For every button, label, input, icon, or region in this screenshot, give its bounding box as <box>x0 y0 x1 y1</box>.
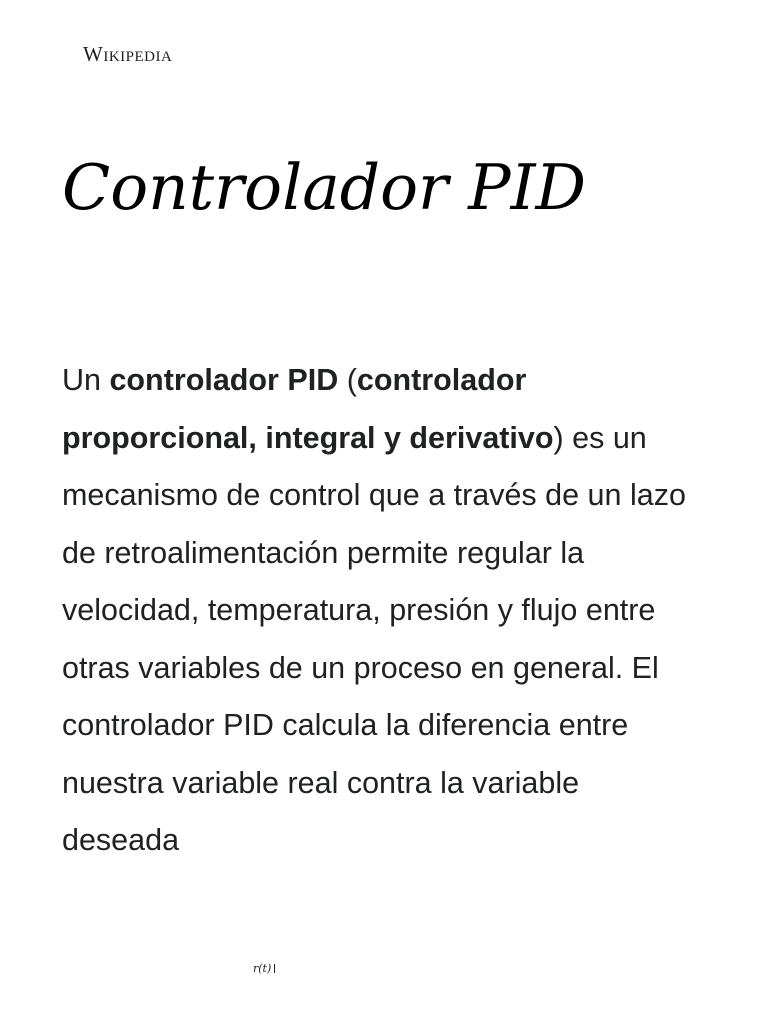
lead-bold-expansion: controlador proporcional, integral y derivativo <box>62 363 554 455</box>
lead-text-2: ( <box>338 363 357 397</box>
lead-text-1: Un <box>62 363 110 397</box>
lead-text-3: ) es un mecanismo de control que a través de un lazo de retroalimentación permite regular la velocidad, temperatura, presión y flujo entre otras variables de un proceso en general. El controlador PID calcula la diferencia entre nuestra variable real contra la variable deseada <box>62 420 686 857</box>
wikipedia-wordmark[interactable] <box>83 42 172 67</box>
article-lead-paragraph <box>62 352 702 870</box>
wordmark-text: Wikipedia <box>83 42 173 66</box>
formula-cursor-mark <box>274 964 275 973</box>
formula-text: r(t) <box>253 962 272 975</box>
diagram-formula-label <box>253 962 275 975</box>
page-title: Controlador PID <box>62 151 586 224</box>
lead-bold-term: controlador PID <box>109 363 339 397</box>
